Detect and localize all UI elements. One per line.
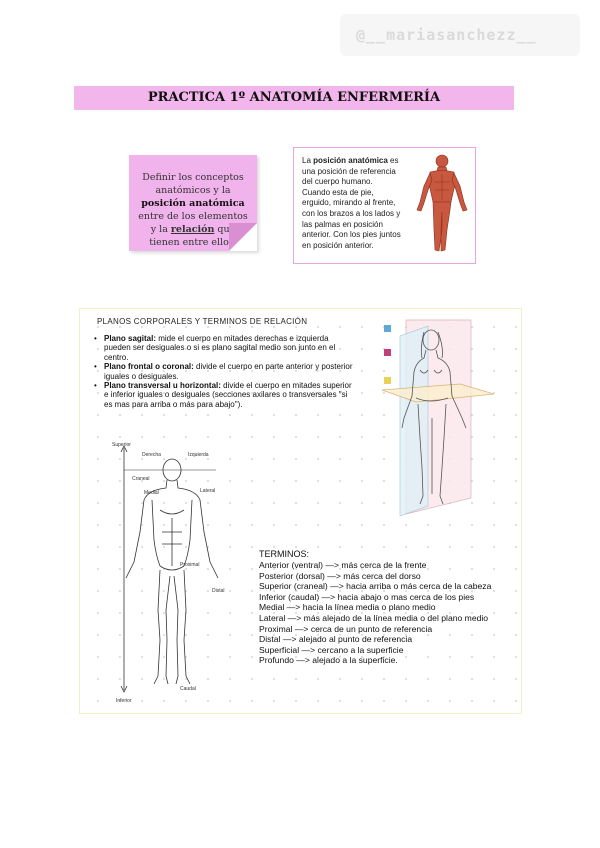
- list-item: Posterior (dorsal) —> más cerca del dorso: [259, 570, 421, 581]
- inferior-label: Inferior: [116, 698, 132, 704]
- derecha-label: Derecha: [142, 452, 161, 458]
- proximal-label: Proximal: [180, 562, 200, 568]
- muscle-figure-image: [412, 152, 472, 256]
- watermark-text: @__mariasanchezz__: [356, 26, 537, 44]
- sticky-note-text: Definir los conceptos anatómicos y la posición anatómica entre de los elementos y la relación que tienen entre ellos.: [138, 172, 248, 248]
- body-planes-figure: [376, 318, 500, 518]
- craneal-label: Craneal: [132, 476, 150, 482]
- title-banner: [74, 86, 514, 110]
- izquierda-label: Izquierda: [188, 452, 209, 458]
- list-item: Profundo —> alejado a la superficie.: [259, 655, 398, 666]
- sticky-note: [129, 155, 257, 251]
- anatomical-position-card: [293, 147, 476, 264]
- list-item: Anterior (ventral) —> más cerca de la frente: [259, 560, 427, 570]
- superior-label: Superior: [112, 442, 131, 448]
- anatomical-terms-figure: [104, 440, 240, 704]
- distal-label: Distal: [212, 588, 225, 594]
- anatomical-position-text: La posición anatómica es una posición de referencia del cuerpo humano. Cuando esta de pie, erguido, mirando al frente, con los brazos a los lados y las palmas en posición anterior. Con los pies juntos en posición anterior.: [302, 156, 401, 250]
- terms-list: [259, 560, 491, 666]
- planes-heading: PLANOS CORPORALES Y TERMINOS DE RELACIÓN: [97, 317, 308, 326]
- list-item: Medial —> hacia la línea media o plano medio: [259, 602, 436, 613]
- list-item: Lateral —> más alejado de la línea media o del plano medio: [259, 612, 489, 623]
- list-item: Superficial —> cercano a la superficie: [259, 644, 404, 655]
- list-item: • Plano transversal u horizontal: divide el cuerpo en mitades superior e inferior iguales o desiguales (secciones axilares o transversales "si es mas para arriba o más para abajo").: [94, 381, 356, 409]
- page-curl: [229, 223, 257, 251]
- lateral-label: Lateral: [200, 488, 216, 494]
- watermark: [340, 14, 580, 56]
- medial-label: Medial: [144, 490, 159, 496]
- list-item: Superior (craneal) —> hacia arriba o más cerca de la cabeza: [259, 581, 492, 592]
- list-item: Inferior (caudal) —> hacia abajo o mas cerca de los pies: [259, 591, 475, 602]
- list-item: Proximal —> cerca de un punto de referencia: [259, 623, 433, 634]
- caudal-label: Caudal: [180, 686, 196, 692]
- planes-list: [94, 334, 356, 409]
- list-item: Distal —> alejado al punto de referencia: [259, 634, 413, 645]
- list-item: • Plano sagital: mide el cuerpo en mitades derechas e izquierda pueden ser desiguales o si es plano sagital medio son junto en el centro.: [94, 334, 356, 362]
- terms-heading: TERMINOS:: [259, 549, 310, 559]
- page-title: PRACTICA 1º ANATOMÍA ENFERMERÍA: [147, 90, 441, 105]
- list-item: • Plano frontal o coronal: divide el cuerpo en parte anterior y posterior iguales o desiguales.: [94, 362, 356, 381]
